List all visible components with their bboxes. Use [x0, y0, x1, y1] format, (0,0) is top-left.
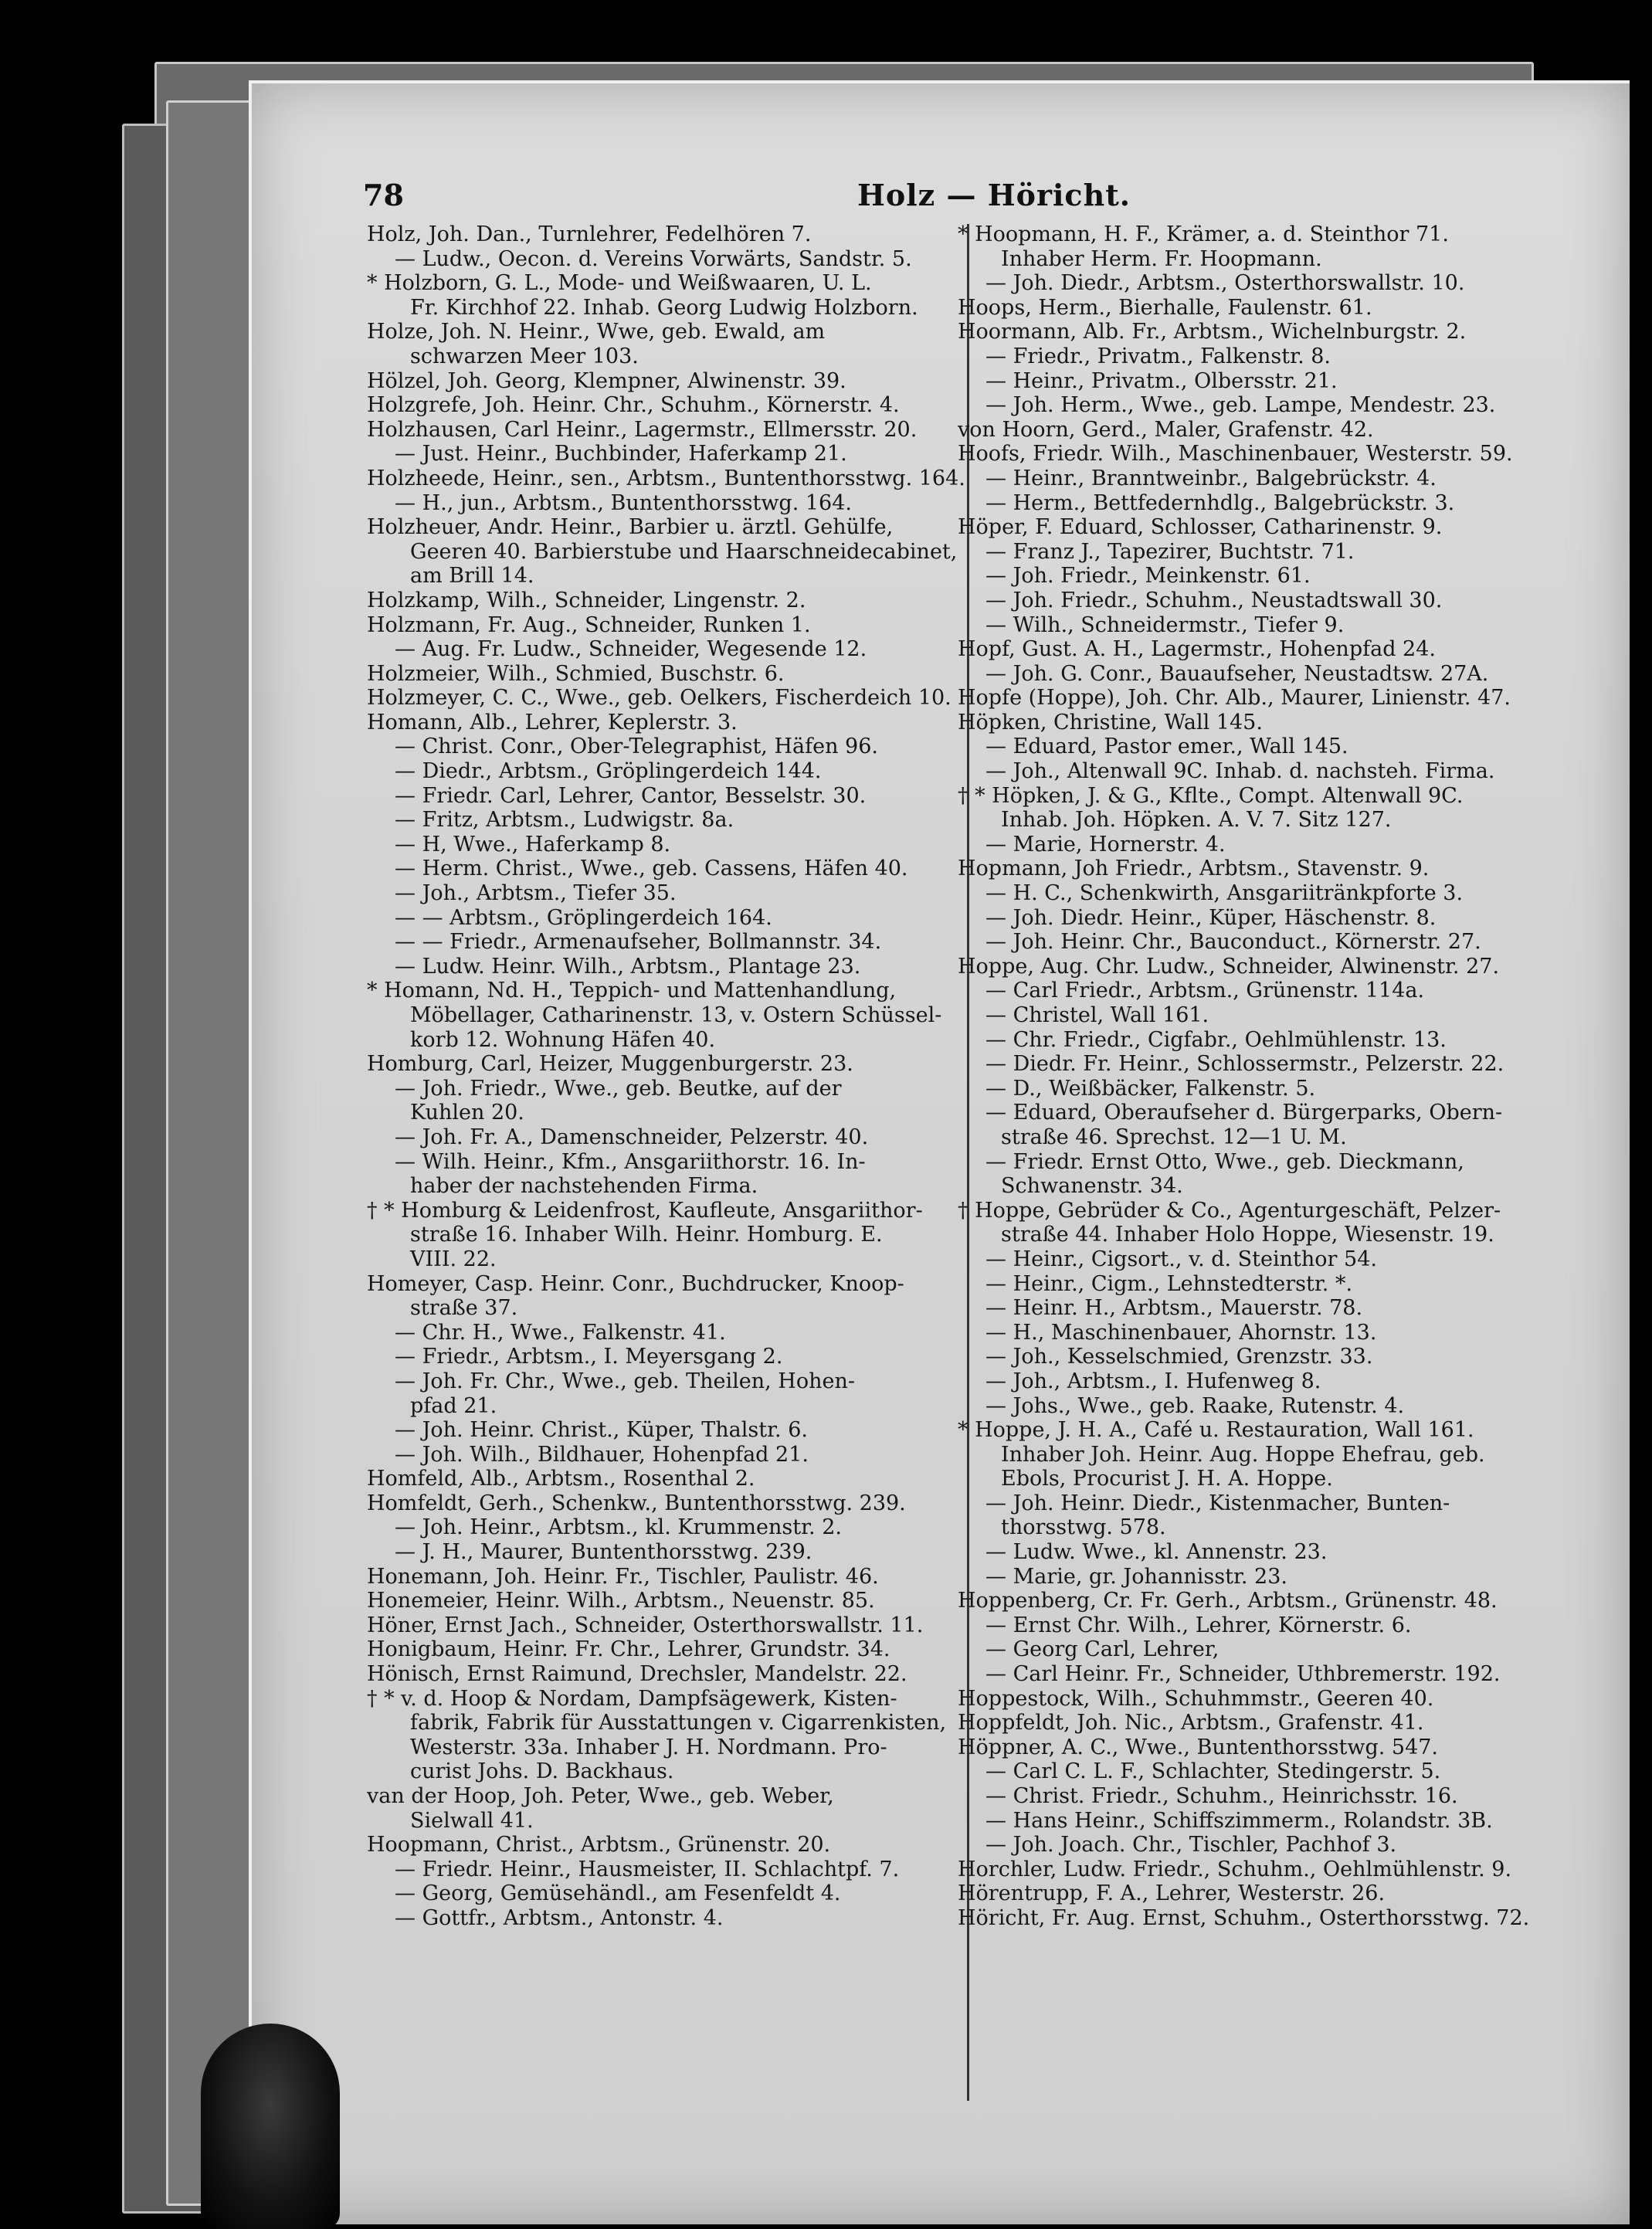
right-column	[958, 222, 1576, 1931]
directory-entry-line: von Hoorn, Gerd., Maler, Grafenstr. 42.	[958, 417, 1374, 442]
directory-entry-line: — Carl Heinr. Fr., Schneider, Uthbremerstr. 192.	[985, 1662, 1501, 1687]
directory-entry-line: — Heinr., Branntweinbr., Balgebrückstr. 4.	[985, 466, 1437, 490]
directory-entry-line: — Heinr. H., Arbtsm., Mauerstr. 78.	[985, 1296, 1363, 1321]
directory-entry-line: * Hoppe, J. H. A., Café u. Restauration, Wall 161.	[958, 1418, 1474, 1443]
directory-entry-line: — Carl C. L. F., Schlachter, Stedingerstr. 5.	[985, 1759, 1441, 1784]
directory-entry-line: — Joh., Kesselschmied, Grenzstr. 33.	[985, 1345, 1373, 1369]
directory-entry-line: VIII. 22.	[410, 1247, 497, 1271]
directory-entry-line: Holze, Joh. N. Heinr., Wwe, geb. Ewald, am	[367, 320, 826, 344]
directory-entry-line: — H, Wwe., Haferkamp 8.	[395, 832, 671, 857]
directory-entry-line: Schwanenstr. 34.	[1001, 1174, 1183, 1199]
directory-entry-line: Holzhausen, Carl Heinr., Lagermstr., Ellmersstr. 20.	[367, 417, 918, 442]
directory-entry-line: — Friedr. Ernst Otto, Wwe., geb. Dieckmann,	[985, 1149, 1464, 1174]
directory-entry-line: Inhab. Joh. Höpken. A. V. 7. Sitz 127.	[1001, 808, 1392, 833]
directory-entry-line: Homeyer, Casp. Heinr. Conr., Buchdrucker, Knoop-	[367, 1271, 904, 1296]
directory-entry-line: — Diedr., Arbtsm., Gröplingerdeich 144.	[395, 759, 822, 784]
directory-entry-line: Sielwall 41.	[410, 1808, 534, 1833]
directory-entry-line: Kuhlen 20.	[410, 1101, 524, 1125]
directory-entry-line: — Ernst Chr. Wilh., Lehrer, Körnerstr. 6.	[985, 1613, 1412, 1637]
thumb-shadow	[201, 2024, 340, 2229]
directory-entry-line: Honemann, Joh. Heinr. Fr., Tischler, Paulistr. 46.	[367, 1564, 879, 1589]
directory-entry-line: — Fritz, Arbtsm., Ludwigstr. 8a.	[395, 808, 734, 833]
directory-entry-line: Hopmann, Joh Friedr., Arbtsm., Stavenstr. 9.	[958, 857, 1430, 881]
directory-entry-line: — Joh. Friedr., Schuhm., Neustadtswall 30.	[985, 588, 1443, 612]
directory-entry-line: — Friedr. Heinr., Hausmeister, II. Schlachtpf. 7.	[395, 1857, 900, 1881]
directory-entry-line: † * v. d. Hoop & Nordam, Dampfsägewerk, Kisten-	[367, 1686, 897, 1711]
directory-entry-line: Hoofs, Friedr. Wilh., Maschinenbauer, Westerstr. 59.	[958, 442, 1513, 466]
directory-entry-line: — Joh., Arbtsm., Tiefer 35.	[395, 881, 677, 906]
directory-entry-line: — Joh. G. Conr., Bauaufseher, Neustadtsw. 27A.	[985, 661, 1489, 686]
directory-entry-line: — Eduard, Pastor emer., Wall 145.	[985, 735, 1348, 759]
directory-entry-line: — — Friedr., Armenaufseher, Bollmannstr. 34.	[395, 930, 882, 955]
directory-entry-line: thorsstwg. 578.	[1001, 1515, 1166, 1540]
directory-entry-line: Höppner, A. C., Wwe., Buntenthorsstwg. 547.	[958, 1735, 1439, 1759]
directory-entry-line: Hopf, Gust. A. H., Lagermstr., Hohenpfad 24.	[958, 637, 1436, 662]
directory-entry-line: — Wilh. Heinr., Kfm., Ansgariithorstr. 16. In-	[395, 1149, 866, 1174]
directory-entry-line: — Friedr. Carl, Lehrer, Cantor, Besselstr. 30.	[395, 783, 867, 808]
directory-entry-line: Höricht, Fr. Aug. Ernst, Schuhm., Osterthorsstwg. 72.	[958, 1905, 1530, 1930]
directory-entry-line: — Wilh., Schneidermstr., Tiefer 9.	[985, 612, 1345, 637]
directory-entry-line: — Joh. Heinr. Chr., Bauconduct., Körnerstr. 27.	[985, 930, 1481, 955]
directory-entry-line: — Joh. Fr. Chr., Wwe., geb. Theilen, Hohen-	[395, 1369, 855, 1393]
directory-entry-line: schwarzen Meer 103.	[410, 344, 639, 368]
directory-entry-line: Holzmeier, Wilh., Schmied, Buschstr. 6.	[367, 661, 785, 686]
directory-entry-line: — Joh., Altenwall 9C. Inhab. d. nachsteh. Firma.	[985, 759, 1495, 784]
directory-entry-line: — Eduard, Oberaufseher d. Bürgerparks, Obern-	[985, 1101, 1503, 1125]
directory-entry-line: — Joh. Friedr., Meinkenstr. 61.	[985, 564, 1311, 589]
directory-entry-line: Hoops, Herm., Bierhalle, Faulenstr. 61.	[958, 295, 1372, 320]
directory-entry-line: straße 46. Sprechst. 12—1 U. M.	[1001, 1125, 1347, 1149]
directory-entry-line: Horchler, Ludw. Friedr., Schuhm., Oehlmühlenstr. 9.	[958, 1857, 1512, 1881]
directory-entry-line: — Carl Friedr., Arbtsm., Grünenstr. 114a.	[985, 979, 1425, 1003]
directory-entry-line: curist Johs. D. Backhaus.	[410, 1759, 674, 1784]
directory-entry-line: — Herm. Christ., Wwe., geb. Cassens, Häfen 40.	[395, 857, 908, 881]
directory-entry-line: † Hoppe, Gebrüder & Co., Agenturgeschäft, Pelzer-	[958, 1198, 1501, 1223]
directory-entry-line: Hoppe, Aug. Chr. Ludw., Schneider, Alwinenstr. 27.	[958, 954, 1500, 979]
directory-entry-line: — Joh. Friedr., Wwe., geb. Beutke, auf der	[395, 1076, 842, 1101]
directory-entry-line: Holzgrefe, Joh. Heinr. Chr., Schuhm., Körnerstr. 4.	[367, 393, 900, 418]
directory-entry-line: — Friedr., Arbtsm., I. Meyersgang 2.	[395, 1345, 783, 1369]
directory-entry-line: Holzmeyer, C. C., Wwe., geb. Oelkers, Fischerdeich 10.	[367, 686, 952, 711]
directory-entry-line: Hörentrupp, F. A., Lehrer, Westerstr. 26.	[958, 1881, 1386, 1906]
directory-entry-line: — Ludw. Heinr. Wilh., Arbtsm., Plantage 23.	[395, 954, 861, 979]
page-number: 78	[363, 178, 404, 212]
directory-entry-line: — Hans Heinr., Schiffszimmerm., Rolandstr. 3B.	[985, 1808, 1493, 1833]
directory-entry-line: straße 37.	[410, 1296, 518, 1321]
directory-entry-line: — D., Weißbäcker, Falkenstr. 5.	[985, 1076, 1316, 1101]
directory-entry-line: Ebols, Procurist J. H. A. Hoppe.	[1001, 1467, 1333, 1491]
directory-entry-line: Inhaber Joh. Heinr. Aug. Hoppe Ehefrau, geb.	[1001, 1442, 1485, 1467]
directory-entry-line: — — Arbtsm., Gröplingerdeich 164.	[395, 905, 772, 930]
directory-entry-line: pfad 21.	[410, 1393, 497, 1418]
directory-entry-line: Homburg, Carl, Heizer, Muggenburgerstr. 23.	[367, 1052, 853, 1077]
directory-entry-line: Hoopmann, Christ., Arbtsm., Grünenstr. 20.	[367, 1833, 831, 1858]
directory-entry-line: — Just. Heinr., Buchbinder, Haferkamp 21.	[395, 442, 847, 466]
directory-entry-line: Hopfe (Hoppe), Joh. Chr. Alb., Maurer, Linienstr. 47.	[958, 686, 1511, 711]
directory-entry-line: Inhaber Herm. Fr. Hoopmann.	[1001, 246, 1322, 271]
directory-entry-line: — Diedr. Fr. Heinr., Schlossermstr., Pelzerstr. 22.	[985, 1052, 1504, 1077]
directory-entry-line: Höpken, Christine, Wall 145.	[958, 710, 1263, 735]
directory-entry-line: — Joh. Heinr. Diedr., Kistenmacher, Bunten-	[985, 1491, 1450, 1515]
directory-entry-line: — Franz J., Tapezirer, Buchtstr. 71.	[985, 539, 1355, 564]
directory-entry-line: Holzheede, Heinr., sen., Arbtsm., Buntenthorsstwg. 164.	[367, 466, 965, 490]
directory-entry-line: Hönisch, Ernst Raimund, Drechsler, Mandelstr. 22.	[367, 1662, 907, 1687]
directory-entry-line: Hoormann, Alb. Fr., Arbtsm., Wichelnburgstr. 2.	[958, 320, 1467, 344]
directory-entry-line: Fr. Kirchhof 22. Inhab. Georg Ludwig Holzborn.	[410, 295, 918, 320]
directory-entry-line: Hoppfeldt, Joh. Nic., Arbtsm., Grafenstr. 41.	[958, 1711, 1424, 1735]
directory-entry-line: — Heinr., Privatm., Olbersstr. 21.	[985, 368, 1338, 393]
directory-entry-line: — Gottfr., Arbtsm., Antonstr. 4.	[395, 1905, 724, 1930]
directory-entry-line: Holzheuer, Andr. Heinr., Barbier u. ärztl. Gehülfe,	[367, 515, 894, 540]
directory-entry-line: — Joh. Diedr. Heinr., Küper, Häschenstr. 8.	[985, 905, 1437, 930]
directory-entry-line: straße 16. Inhaber Wilh. Heinr. Homburg. E.	[410, 1223, 883, 1247]
directory-entry-line: † * Höpken, J. & G., Kflte., Compt. Altenwall 9C.	[958, 783, 1464, 808]
directory-entry-line: — Joh. Diedr., Arbtsm., Osterthorswallstr. 10.	[985, 271, 1465, 296]
directory-entry-line: Homann, Alb., Lehrer, Keplerstr. 3.	[367, 710, 738, 735]
directory-entry-line: — Aug. Fr. Ludw., Schneider, Wegesende 12.	[395, 637, 867, 662]
directory-entry-line: — Ludw., Oecon. d. Vereins Vorwärts, Sandstr. 5.	[395, 246, 912, 271]
directory-entry-line: straße 44. Inhaber Holo Hoppe, Wiesenstr. 19.	[1001, 1223, 1494, 1247]
directory-entry-line: — Georg Carl, Lehrer,	[985, 1637, 1219, 1662]
directory-entry-line: — Marie, gr. Johannisstr. 23.	[985, 1564, 1287, 1589]
directory-entry-line: Homfeldt, Gerh., Schenkw., Buntenthorsstwg. 239.	[367, 1491, 906, 1515]
directory-entry-line: — Joh., Arbtsm., I. Hufenweg 8.	[985, 1369, 1321, 1393]
directory-entry-line: † * Homburg & Leidenfrost, Kaufleute, Ansgariithor-	[367, 1198, 923, 1223]
directory-entry-line: Homfeld, Alb., Arbtsm., Rosenthal 2.	[367, 1467, 755, 1491]
directory-entry-line: Möbellager, Catharinenstr. 13, v. Ostern Schüssel-	[410, 1003, 942, 1027]
directory-entry-line: fabrik, Fabrik für Ausstattungen v. Cigarrenkisten,	[410, 1711, 947, 1735]
directory-entry-line: * Holzborn, G. L., Mode- und Weißwaaren, U. L.	[367, 271, 872, 296]
directory-entry-line: * Hoopmann, H. F., Krämer, a. d. Steinthor 71.	[958, 222, 1449, 246]
directory-entry-line: — Herm., Bettfedernhdlg., Balgebrückstr. 3.	[985, 490, 1455, 515]
directory-entry-line: — Christel, Wall 161.	[985, 1003, 1209, 1027]
directory-entry-line: Höner, Ernst Jach., Schneider, Osterthorswallstr. 11.	[367, 1613, 924, 1637]
directory-entry-line: — Joh. Herm., Wwe., geb. Lampe, Mendestr. 23.	[985, 393, 1496, 418]
directory-entry-line: Hölzel, Joh. Georg, Klempner, Alwinenstr. 39.	[367, 368, 846, 393]
directory-entry-line: — Joh. Joach. Chr., Tischler, Pachhof 3.	[985, 1833, 1397, 1858]
directory-entry-line: Hoppestock, Wilh., Schuhmmstr., Geeren 40.	[958, 1686, 1434, 1711]
directory-entry-line: Hoppenberg, Cr. Fr. Gerh., Arbtsm., Grünenstr. 48.	[958, 1589, 1498, 1613]
directory-entry-line: — Chr. H., Wwe., Falkenstr. 41.	[395, 1320, 726, 1345]
directory-entry-line: Honigbaum, Heinr. Fr. Chr., Lehrer, Grundstr. 34.	[367, 1637, 890, 1662]
left-column	[367, 222, 981, 1931]
directory-entry-line: — Ludw. Wwe., kl. Annenstr. 23.	[985, 1540, 1328, 1565]
directory-entry-line: — Joh. Wilh., Bildhauer, Hohenpfad 21.	[395, 1442, 809, 1467]
directory-entry-line: Geeren 40. Barbierstube und Haarschneidecabinet,	[410, 539, 958, 564]
directory-entry-line: — Friedr., Privatm., Falkenstr. 8.	[985, 344, 1331, 368]
directory-entry-line: — Christ. Friedr., Schuhm., Heinrichsstr. 16.	[985, 1784, 1458, 1808]
directory-entry-line: am Brill 14.	[410, 564, 534, 589]
directory-entry-line: Honemeier, Heinr. Wilh., Arbtsm., Neuenstr. 85.	[367, 1589, 875, 1613]
directory-entry-line: Holzkamp, Wilh., Schneider, Lingenstr. 2.	[367, 588, 806, 612]
directory-entry-line: — H. C., Schenkwirth, Ansgariitränkpforte 3.	[985, 881, 1464, 906]
directory-entry-line: — Joh. Fr. A., Damenschneider, Pelzerstr. 40.	[395, 1125, 869, 1149]
page-header	[363, 178, 1590, 213]
directory-entry-line: — J. H., Maurer, Buntenthorsstwg. 239.	[395, 1540, 812, 1565]
directory-entry-line: — Heinr., Cigm., Lehnstedterstr. *.	[985, 1271, 1353, 1296]
directory-entry-line: Höper, F. Eduard, Schlosser, Catharinenstr. 9.	[958, 515, 1443, 540]
directory-entry-line: — Heinr., Cigsort., v. d. Steinthor 54.	[985, 1247, 1377, 1271]
directory-entry-line: van der Hoop, Joh. Peter, Wwe., geb. Weber,	[367, 1784, 834, 1808]
directory-entry-line: — Marie, Hornerstr. 4.	[985, 832, 1226, 857]
directory-entry-line: korb 12. Wohnung Häfen 40.	[410, 1027, 716, 1052]
directory-entry-line: — H., Maschinenbauer, Ahornstr. 13.	[985, 1320, 1377, 1345]
directory-entry-line: — Joh. Heinr. Christ., Küper, Thalstr. 6.	[395, 1418, 808, 1443]
directory-entry-line: Westerstr. 33a. Inhaber J. H. Nordmann. Pro-	[410, 1735, 887, 1759]
directory-entry-line: — Chr. Friedr., Cigfabr., Oehlmühlenstr. 13.	[985, 1027, 1447, 1052]
directory-entry-line: — Johs., Wwe., geb. Raake, Rutenstr. 4.	[985, 1393, 1405, 1418]
directory-entry-line: Holzmann, Fr. Aug., Schneider, Runken 1.	[367, 612, 811, 637]
directory-entry-line: — H., jun., Arbtsm., Buntenthorsstwg. 164.	[395, 490, 852, 515]
directory-entry-line: haber der nachstehenden Firma.	[410, 1174, 758, 1199]
directory-entry-line: — Georg, Gemüsehändl., am Fesenfeldt 4.	[395, 1881, 841, 1906]
running-head: Holz — Höricht.	[857, 178, 1131, 212]
directory-entry-line: — Christ. Conr., Ober-Telegraphist, Häfen 96.	[395, 735, 878, 759]
directory-entry-line: — Joh. Heinr., Arbtsm., kl. Krummenstr. 2.	[395, 1515, 842, 1540]
directory-entry-line: * Homann, Nd. H., Teppich- und Mattenhandlung,	[367, 979, 897, 1003]
directory-entry-line: Holz, Joh. Dan., Turnlehrer, Fedelhören 7.	[367, 222, 812, 246]
